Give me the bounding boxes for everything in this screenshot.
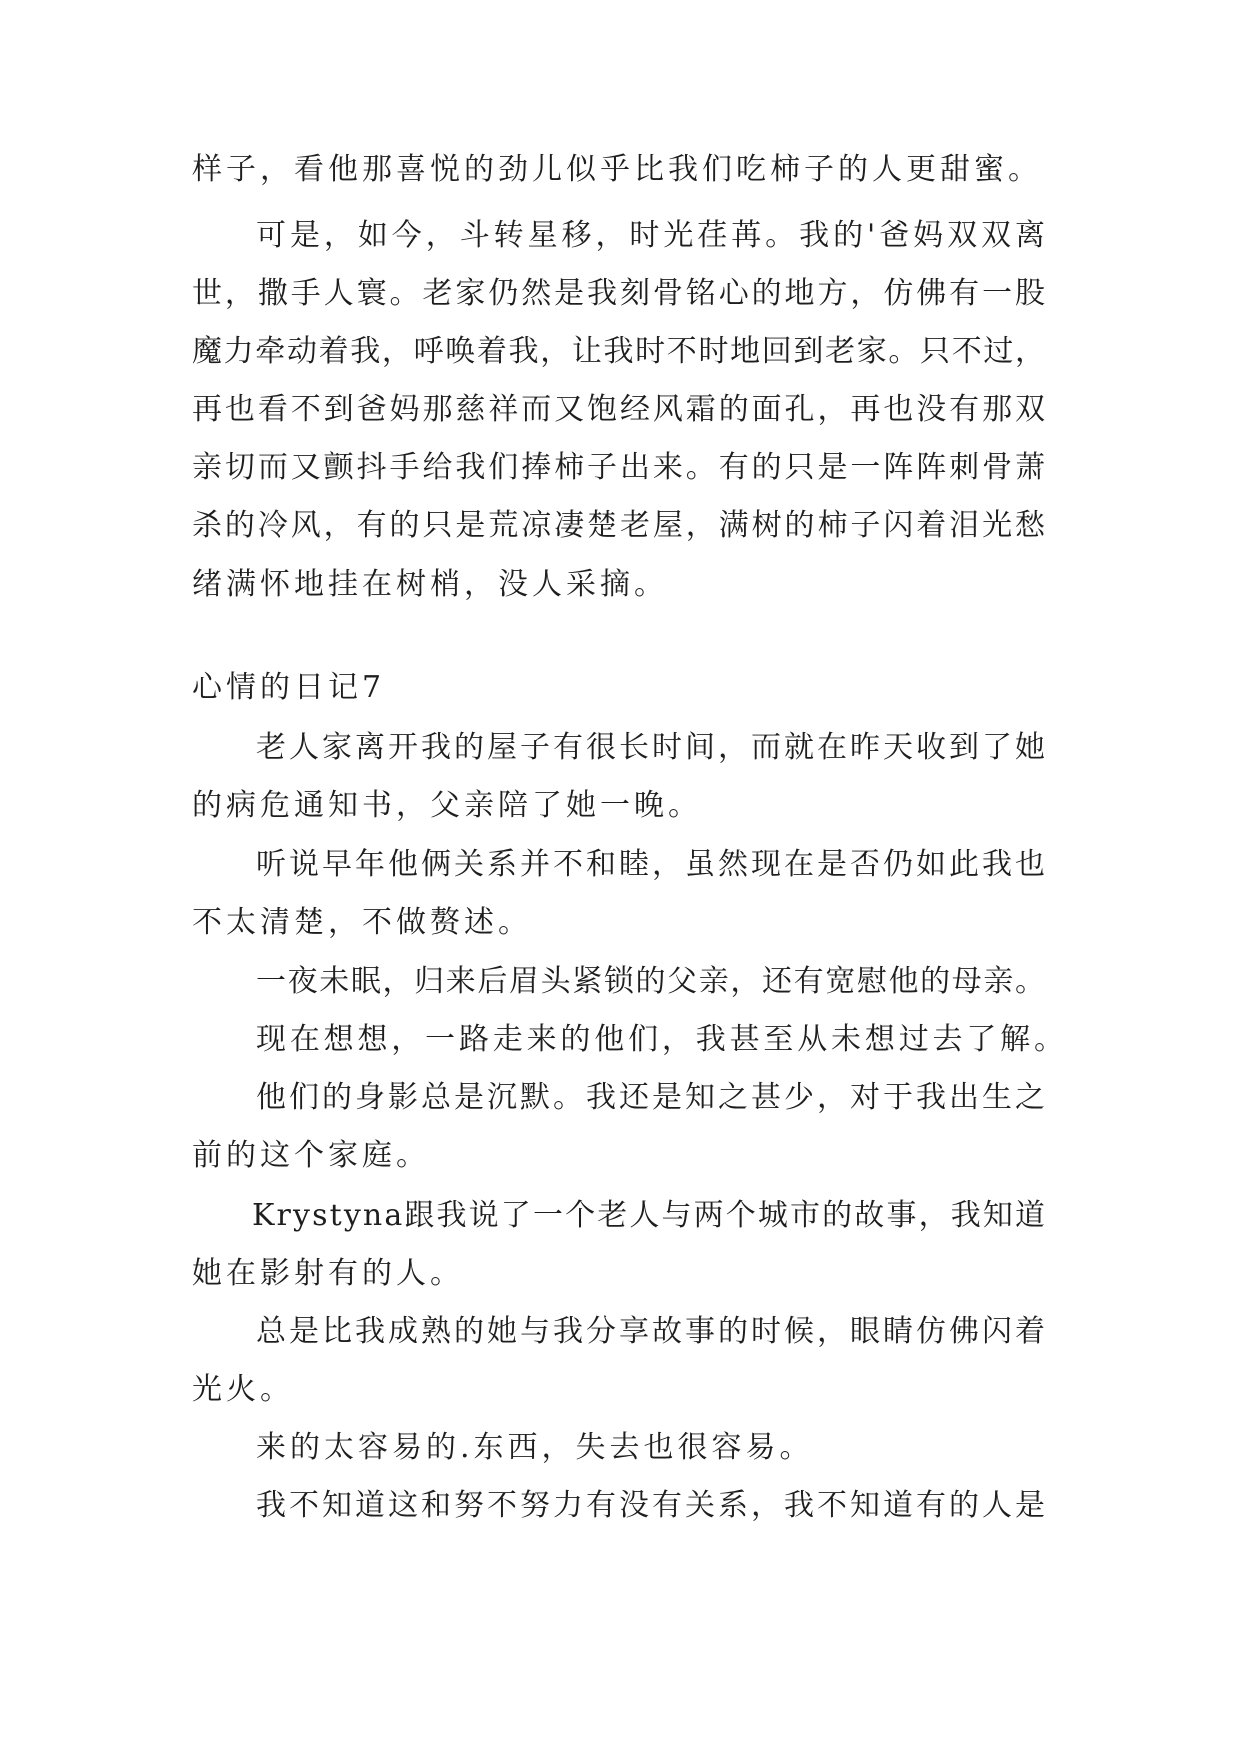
text-line: 不太清楚，不做赘述。 bbox=[192, 905, 532, 940]
text-line: 亲切而又颤抖手给我们捧柿子出来。有的只是一阵阵刺骨萧 bbox=[192, 450, 1048, 485]
text-line: 老人家离开我的屋子有很长时间，而就在昨天收到了她 bbox=[256, 730, 1048, 765]
text-line: 她在影射有的人。 bbox=[192, 1256, 464, 1291]
text-line: Krystyna跟我说了一个老人与两个城市的故事，我知道 bbox=[252, 1198, 1048, 1233]
text-line: 样子，看他那喜悦的劲儿似乎比我们吃柿子的人更甜蜜。 bbox=[192, 152, 1042, 187]
text-line: 我不知道这和努不努力有没有关系，我不知道有的人是 bbox=[256, 1488, 1048, 1523]
text-line: 前的这个家庭。 bbox=[192, 1138, 430, 1173]
text-line: 杀的冷风，有的只是荒凉凄楚老屋，满树的柿子闪着泪光愁 bbox=[192, 508, 1048, 543]
text-line: 绪满怀地挂在树梢，没人采摘。 bbox=[192, 567, 668, 602]
text-line: 世，撒手人寰。老家仍然是我刻骨铭心的地方，仿佛有一股 bbox=[192, 276, 1048, 311]
text-line: 一夜未眠，归来后眉头紧锁的父亲，还有宽慰他的母亲。 bbox=[256, 964, 1047, 999]
text-line: 听说早年他俩关系并不和睦，虽然现在是否仍如此我也 bbox=[256, 847, 1048, 882]
text-line: 来的太容易的.东西，失去也很容易。 bbox=[256, 1430, 814, 1465]
text-line: 总是比我成熟的她与我分享故事的时候，眼睛仿佛闪着 bbox=[256, 1314, 1048, 1349]
section-heading: 心情的日记7 bbox=[192, 670, 386, 705]
text-line: 光火。 bbox=[192, 1372, 294, 1407]
text-line: 他们的身影总是沉默。我还是知之甚少，对于我出生之 bbox=[256, 1080, 1048, 1115]
text-line: 魔力牵动着我，呼唤着我，让我时不时地回到老家。只不过， bbox=[192, 334, 1047, 369]
text-line: 的病危通知书，父亲陪了她一晚。 bbox=[192, 788, 702, 823]
text-line: 可是，如今，斗转星移，时光荏苒。我的'爸妈双双离 bbox=[256, 218, 1049, 253]
text-line: 现在想想，一路走来的他们，我甚至从未想过去了解。 bbox=[256, 1022, 1068, 1057]
text-line: 再也看不到爸妈那慈祥而又饱经风霜的面孔，再也没有那双 bbox=[192, 392, 1048, 427]
